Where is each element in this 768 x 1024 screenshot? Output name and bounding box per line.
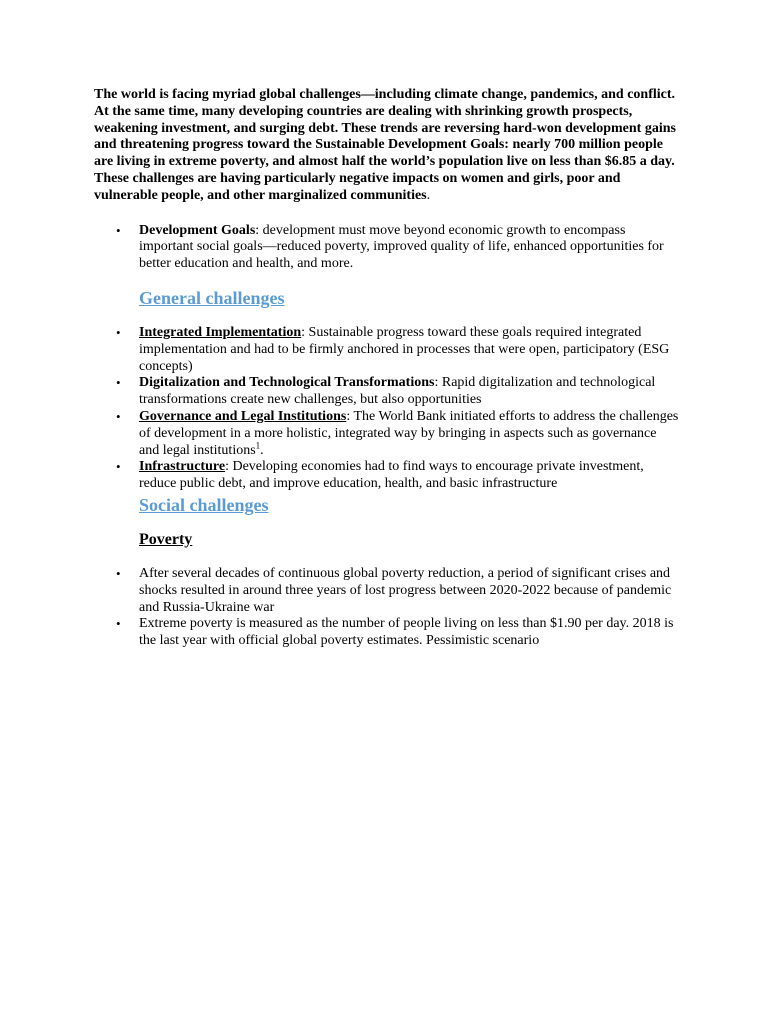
digitalization-text: : Rapid digitalization and technological transformations create new challenges, but also opportunities xyxy=(139,375,656,408)
bullet-icon: • xyxy=(116,565,121,581)
digitalization-label: Digitalization and Technological Transformations xyxy=(139,375,435,391)
infrastructure-label: Infrastructure xyxy=(139,459,226,475)
list-item-poverty-reduction xyxy=(94,566,680,616)
governance-label: Governance and Legal Institutions xyxy=(139,408,347,424)
bullet-icon: • xyxy=(116,616,121,632)
list-item-extreme-poverty xyxy=(94,616,680,650)
list-item-governance xyxy=(94,409,680,459)
integrated-implementation-label: Integrated Implementation xyxy=(139,324,302,340)
bullet-icon: • xyxy=(116,222,121,238)
development-goals-label: Development Goals xyxy=(139,222,256,238)
social-challenges-heading: Social challenges xyxy=(139,494,269,515)
governance-end: . xyxy=(260,442,264,458)
footnote-ref[interactable]: 1 xyxy=(255,439,261,450)
development-goals-list xyxy=(94,223,680,273)
list-item-development-goals xyxy=(94,223,680,273)
bullet-icon: • xyxy=(116,324,121,340)
poverty-reduction-text: After several decades of continuous global poverty reduction, a period of significant crises and shocks resulted in around three years of lost progress between 2020-2022 because of pandemic and Russia-Ukraine war xyxy=(139,565,672,615)
bullet-icon: • xyxy=(116,408,121,424)
extreme-poverty-text: Extreme poverty is measured as the number of people living on less than $1.90 per day. 2018 is the last year with official global poverty estimates. Pessimistic scenario xyxy=(139,616,674,649)
poverty-list xyxy=(94,566,680,650)
list-item-infrastructure xyxy=(94,459,680,493)
integrated-implementation-text: : Sustainable progress toward these goals required integrated implementation and had to be firmly anchored in processes that were open, participatory (ESG concepts) xyxy=(139,324,670,374)
intro-paragraph xyxy=(94,87,680,205)
poverty-heading: Poverty xyxy=(139,530,193,548)
bullet-icon: • xyxy=(116,459,121,475)
intro-end: . xyxy=(426,187,431,203)
general-challenges-heading: General challenges xyxy=(139,287,285,308)
infrastructure-text: : Developing economies had to find ways to encourage private investment, reduce public debt, and improve education, health, and basic infrastructure xyxy=(139,459,644,492)
development-goals-text: : development must move beyond economic growth to encompass important social goals—reduced poverty, improved quality of life, enhanced opportunities for better education and health, and more. xyxy=(139,222,664,272)
list-item-integrated-implementation xyxy=(94,325,680,375)
document-page xyxy=(94,87,680,650)
bullet-icon: • xyxy=(116,375,121,391)
general-challenges-list xyxy=(94,325,680,493)
intro-bold-text: The world is facing myriad global challenges—including climate change, pandemics, and conflict. At the same time, many developing countries are dealing with shrinking growth prospects, weakening investment, and surging debt. These trends are reversing hard-won development gains and threatening progress toward the Sustainable Development Goals: nearly 700 million people are living in extreme poverty, and almost half the world’s population live on less than $6.85 a day. These challenges are having particularly negative impacts on women and girls, poor and vulnerable people, and other marginalized communities xyxy=(94,87,676,203)
governance-text: : The World Bank initiated efforts to address the challenges of development in a more holistic, integrated way by bringing in aspects such as governance and legal institutions xyxy=(139,408,679,458)
list-item-digitalization xyxy=(94,375,680,409)
